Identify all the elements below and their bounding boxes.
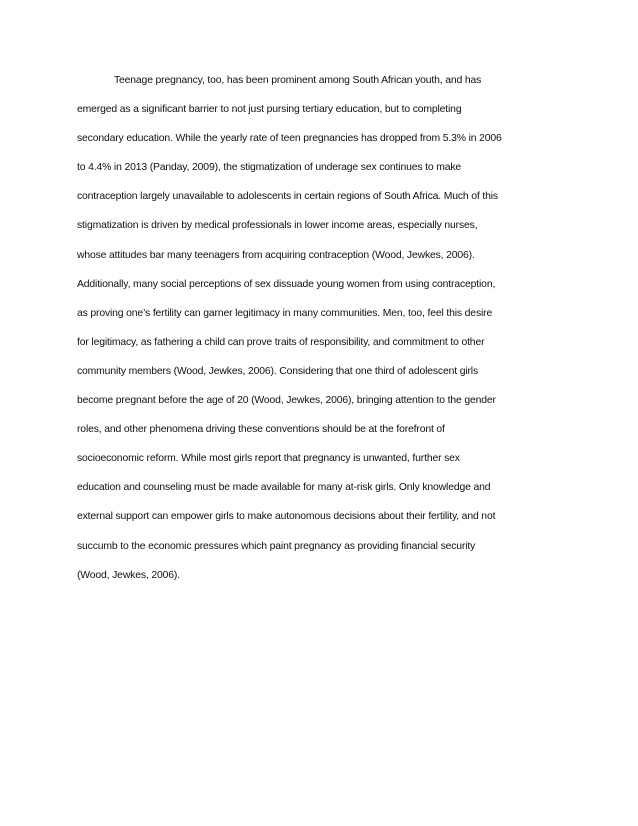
paragraph-line: Additionally, many social perceptions of sex dissuade young women from using contraception, — [77, 278, 496, 290]
paragraph-line: education and counseling must be made available for many at-risk girls. Only knowledge and — [77, 482, 491, 494]
paragraph-line: stigmatization is driven by medical professionals in lower income areas, especially nurses, — [77, 220, 478, 232]
paragraph-line: socioeconomic reform. While most girls report that pregnancy is unwanted, further sex — [77, 453, 460, 465]
paragraph-line: community members (Wood, Jewkes, 2006). Considering that one third of adolescent girls — [77, 365, 478, 377]
body-paragraph — [77, 71, 567, 595]
paragraph-line: external support can empower girls to make autonomous decisions about their fertility, and not — [77, 511, 496, 523]
paragraph-line: for legitimacy, as fathering a child can prove traits of responsibility, and commitment to other — [77, 336, 485, 348]
paragraph-line: whose attitudes bar many teenagers from acquiring contraception (Wood, Jewkes, 2006). — [77, 249, 475, 261]
paragraph-line: as proving one’s fertility can garner legitimacy in many communities. Men, too, feel this desire — [77, 307, 493, 319]
paragraph-line: succumb to the economic pressures which paint pregnancy as providing financial security — [77, 540, 476, 552]
paragraph-line: Teenage pregnancy, too, has been prominent among South African youth, and has — [114, 75, 482, 86]
paragraph-line: to 4.4% in 2013 (Panday, 2009), the stigmatization of underage sex continues to make — [77, 162, 462, 174]
paragraph-line: become pregnant before the age of 20 (Wood, Jewkes, 2006), bringing attention to the gender — [77, 395, 496, 407]
paragraph-line: (Wood, Jewkes, 2006). — [77, 569, 180, 581]
paragraph-line: roles, and other phenomena driving these conventions should be at the forefront of — [77, 424, 445, 436]
paragraph-line: emerged as a significant barrier to not just pursing tertiary education, but to completing — [77, 104, 462, 116]
paragraph-line: secondary education. While the yearly rate of teen pregnancies has dropped from 5.3% in 2006 — [77, 133, 502, 145]
paragraph-line: contraception largely unavailable to adolescents in certain regions of South Africa. Much of this — [77, 191, 498, 203]
